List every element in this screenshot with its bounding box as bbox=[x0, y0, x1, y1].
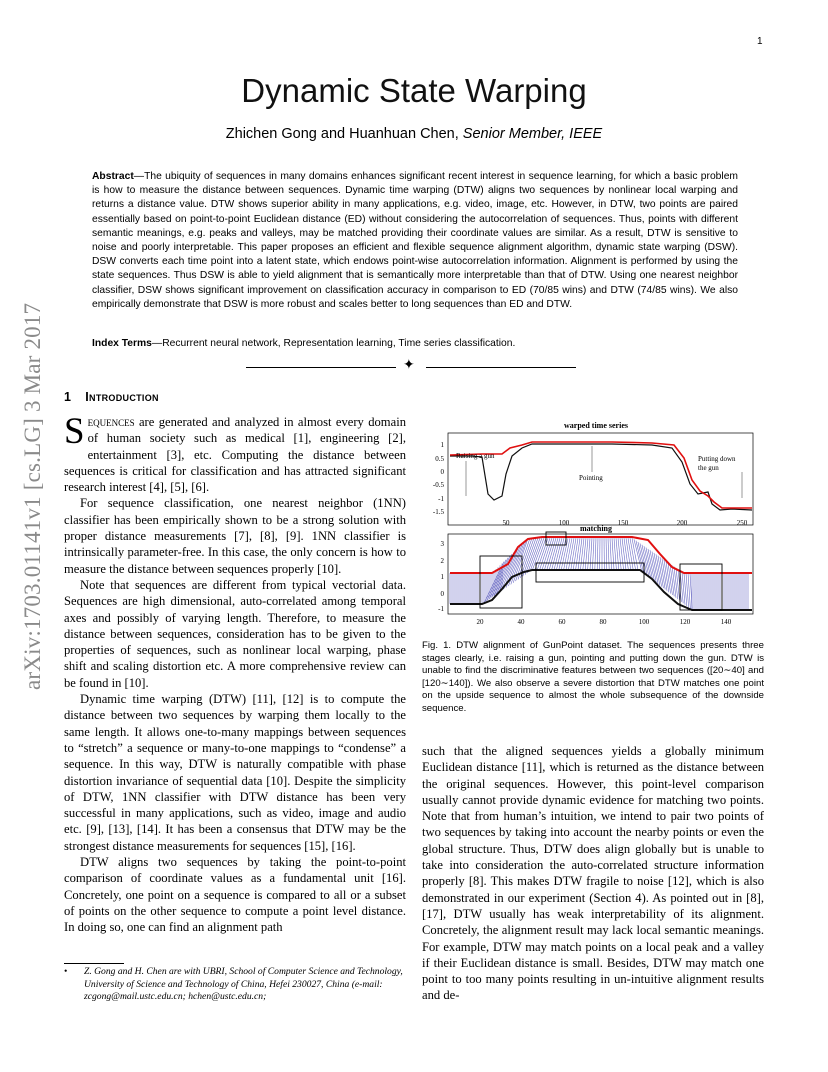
separator-symbol: ✦ bbox=[403, 358, 415, 373]
bottom-ytick: 2 bbox=[440, 557, 444, 565]
dropcap: S bbox=[64, 411, 85, 452]
matching-line bbox=[624, 538, 628, 570]
matching-line bbox=[597, 538, 598, 570]
top-x-ticks bbox=[503, 519, 748, 527]
matching-line bbox=[626, 538, 631, 570]
annotation-putting-down-1: Putting down bbox=[698, 455, 736, 463]
bottom-y-ticks bbox=[438, 540, 444, 613]
top-ytick: 0 bbox=[440, 468, 444, 476]
footnote bbox=[64, 966, 406, 1004]
top-xtick: 150 bbox=[617, 519, 629, 527]
top-xtick: 200 bbox=[676, 519, 688, 527]
paper-title: Dynamic State Warping bbox=[241, 72, 587, 109]
bottom-series-red bbox=[450, 537, 752, 573]
matching-line bbox=[614, 538, 616, 570]
intro-paragraph-4: Dynamic time warping (DTW) [11], [12] is to compute the distance between two sequences by warping them locally to the same length. It allows one-to-many mappings between sequences to “stretch” a sequence or many-to-one mappings to “condense” a sequence. In this way, DTW is naturally compatible with phase distortion invariance of sequential data [10]. Despite the simplicity of DTW, 1NN classifier with DTW distance has been very successful in many applications, such as video, image and audio etc. [9], [13], [14]. It has been a consensus that DTW may be the strongest distance measurements for sequences [15], [16]. bbox=[64, 692, 406, 853]
matching-line bbox=[680, 571, 683, 604]
matching-line bbox=[578, 538, 582, 570]
bottom-series-black bbox=[450, 570, 752, 610]
top-ytick: 1 bbox=[440, 441, 444, 449]
matching-line bbox=[573, 538, 578, 570]
intro-p1-text: are generated and analyzed in almost every domain of human society such as medical [1], engineering [2], entertainment [3], etc. Computing the distance between sequences is critical for classification and has attracted significant research interest [4], [5], [6]. bbox=[64, 415, 406, 495]
index-terms bbox=[92, 338, 738, 349]
section-separator bbox=[246, 360, 576, 374]
matching-line bbox=[556, 538, 564, 570]
top-panel-title: warped time series bbox=[564, 421, 628, 430]
bottom-ytick: 3 bbox=[440, 540, 444, 548]
right-column-paragraph: such that the aligned sequences yields a globally minimum Euclidean distance [11], which is returned as the distance between the original sequences. However, this point-level comparison usually cannot provide dynamic evidence for matching two points. Note that from human’s intuition, we intend to pair two points of two sequences by taking into account the nearby points or even the global structure. Thus, DTW does align globally but is unable to take into consideration the auto-correlated structure information properly [8]. This makes DTW fragile to noise [12], which is also demonstrated in our experiment (Section 4). As pointed out in [8], [17], DTW usually has weak interpretability of its alignment. Concretely, the alignment result may lack local semantic meanings. For example, DTW may match points on a local peak and a valley if their Euclidean distance is small. Besides, DTW may match one point to too many points resulting in un-intuitive alignment results and de- bbox=[422, 744, 764, 1003]
matching-line bbox=[622, 538, 626, 570]
figure-caption bbox=[422, 640, 764, 715]
top-ytick: -1.5 bbox=[432, 508, 444, 516]
intro-paragraph-1 bbox=[64, 411, 406, 495]
top-y-ticks bbox=[433, 441, 445, 516]
intro-paragraph-3: Note that sequences are different from typical vectorial data. Sequences are high dimensional, auto-correlated among temporal axes and possibly of varying length. Therefore, to measure the distance between sequences, consideration has to be given to the properties of sequences, such as nonlinear local warping, phase shift and scaling distortion etc. A more comprehensive review can be found in [10]. bbox=[64, 577, 406, 690]
footnote-text: Z. Gong and H. Chen are with UBRI, School of Computer Science and Technology, University of Science and Technology of China, Hefei 230027, China (e-mail: zcgong@mail.ustc.edu.cn; hchen@ustc.edu.cn; bbox=[84, 966, 403, 1003]
footnote-bullet: • bbox=[64, 966, 68, 977]
matching-line bbox=[610, 538, 612, 570]
bottom-xtick: 80 bbox=[599, 618, 607, 626]
matching-line bbox=[608, 538, 609, 570]
bottom-ytick: 1 bbox=[440, 573, 444, 581]
top-ytick: -1 bbox=[438, 495, 444, 503]
abstract-text: —The ubiquity of sequences in many domains enhances significant recent interest in sequence learning, for which a basic problem is how to measure the distance between sequences. Dynamic time warping (DTW) aligns two sequences by nonlinear local warping and returns a distance value. DTW shows superior ability in many applications, e.g. video, image, etc. However, in DTW, two points are paired essentially based on point-to-point Euclidean distance (ED) without considering the autocorrelation of sequences. Thus, points with different semantic meanings, e.g. peaks and valleys, may be matched providing their coordinate values are similar. As a result, DTW is sensitive to noise and poorly interpretable. This paper proposes an efficient and flexible sequence alignment algorithm, dynamic state warping (DSW). DSW converts each time point into a latent state, which endows point-wise autocorrelation information. Alignment is performed by using the state sequences. Thus DSW is able to yield alignment that is semantically more interpretable than that of DTW. Using one nearest neighbor classifier, DSW shows significant improvement on classification accuracy in comparison to ED (70/85 wins) and DTW (74/85 wins). We also empirically demonstrate that DSW is more robust and scales better to long sequences than ED and DTW. bbox=[92, 171, 738, 310]
section-title: Introduction bbox=[85, 390, 159, 404]
matching-line bbox=[674, 567, 678, 600]
matching-line bbox=[554, 538, 562, 570]
bottom-panel-title: matching bbox=[580, 524, 612, 533]
top-xtick: 250 bbox=[736, 519, 748, 527]
footnote-rule bbox=[64, 963, 124, 964]
abstract bbox=[92, 170, 738, 312]
caption-label: Fig. 1. bbox=[422, 640, 452, 651]
top-ytick: 0.5 bbox=[435, 455, 444, 463]
bottom-xtick: 120 bbox=[679, 618, 691, 626]
matching-line bbox=[612, 538, 614, 570]
intro-paragraph-5: DTW aligns two sequences by taking the point-to-point comparison of coordinate values as a fundamental unit [16]. Concretely, one point on a sequence is compared to all or a subset of points on the other sequence to compute a point level distance. In doing so, one can find an alignment path bbox=[64, 855, 406, 935]
top-xtick: 100 bbox=[558, 519, 570, 527]
arxiv-stamp[interactable]: arXiv:1703.01141v1 [cs.LG] 3 Mar 2017 bbox=[20, 302, 45, 690]
section-heading bbox=[64, 390, 159, 404]
abstract-label: Abstract bbox=[92, 171, 134, 182]
page-number: 1 bbox=[757, 36, 763, 47]
author-affiliation-title: Senior Member, IEEE bbox=[462, 126, 603, 142]
matching-line bbox=[676, 568, 680, 601]
index-terms-label: Index Terms bbox=[92, 338, 152, 349]
annotation-raising-gun: Raising a gun bbox=[456, 452, 495, 460]
matching-line bbox=[576, 538, 580, 570]
matching-line bbox=[588, 538, 590, 570]
matching-line bbox=[595, 538, 596, 570]
first-word-rest: equences bbox=[87, 415, 135, 429]
bottom-xtick: 140 bbox=[720, 618, 732, 626]
bottom-xtick: 60 bbox=[558, 618, 566, 626]
bottom-xtick: 20 bbox=[476, 618, 484, 626]
top-ytick: -0.5 bbox=[432, 481, 444, 489]
caption-text: DTW alignment of GunPoint dataset. The sequences presents three stages clearly, i.e. raising a gun, pointing and putting down the gun. DTW is unable to find the discriminative features between two sequences ([20∼40] and [120∼140]). We also observe a severe distortion that DTW matches one point on the upside sequence to almost the whole subsequence of the downside sequence. bbox=[422, 640, 764, 714]
bottom-x-ticks bbox=[477, 618, 732, 626]
bottom-xtick: 40 bbox=[517, 618, 525, 626]
top-xtick: 50 bbox=[502, 519, 510, 527]
intro-paragraph-2: For sequence classification, one nearest neighbor (1NN) classifier has been empirically shown to be a strong solution with proper distance measurements [7], [8], [9]. 1NN classifier is intrinsically parameter-free. In this case, the only concern is how to measure the distance between sequences properly [10]. bbox=[64, 496, 406, 576]
bottom-ytick: 0 bbox=[440, 590, 444, 598]
bottom-ytick: -1 bbox=[438, 605, 444, 613]
section-number: 1 bbox=[64, 390, 72, 404]
figure-gunpoint-alignment bbox=[412, 414, 766, 639]
annotation-putting-down-2: the gun bbox=[698, 464, 719, 472]
matching-line bbox=[592, 538, 594, 570]
matching-line bbox=[606, 538, 607, 570]
right-column bbox=[422, 743, 764, 1004]
index-terms-text: —Recurrent neural network, Representation learning, Time series classification. bbox=[151, 338, 516, 349]
left-column bbox=[64, 411, 406, 936]
annotation-pointing: Pointing bbox=[579, 474, 603, 482]
author-names: Zhichen Gong and Huanhuan Chen, bbox=[225, 126, 463, 142]
authors bbox=[0, 126, 828, 142]
bottom-xtick: 100 bbox=[638, 618, 650, 626]
matching-line bbox=[590, 538, 592, 570]
